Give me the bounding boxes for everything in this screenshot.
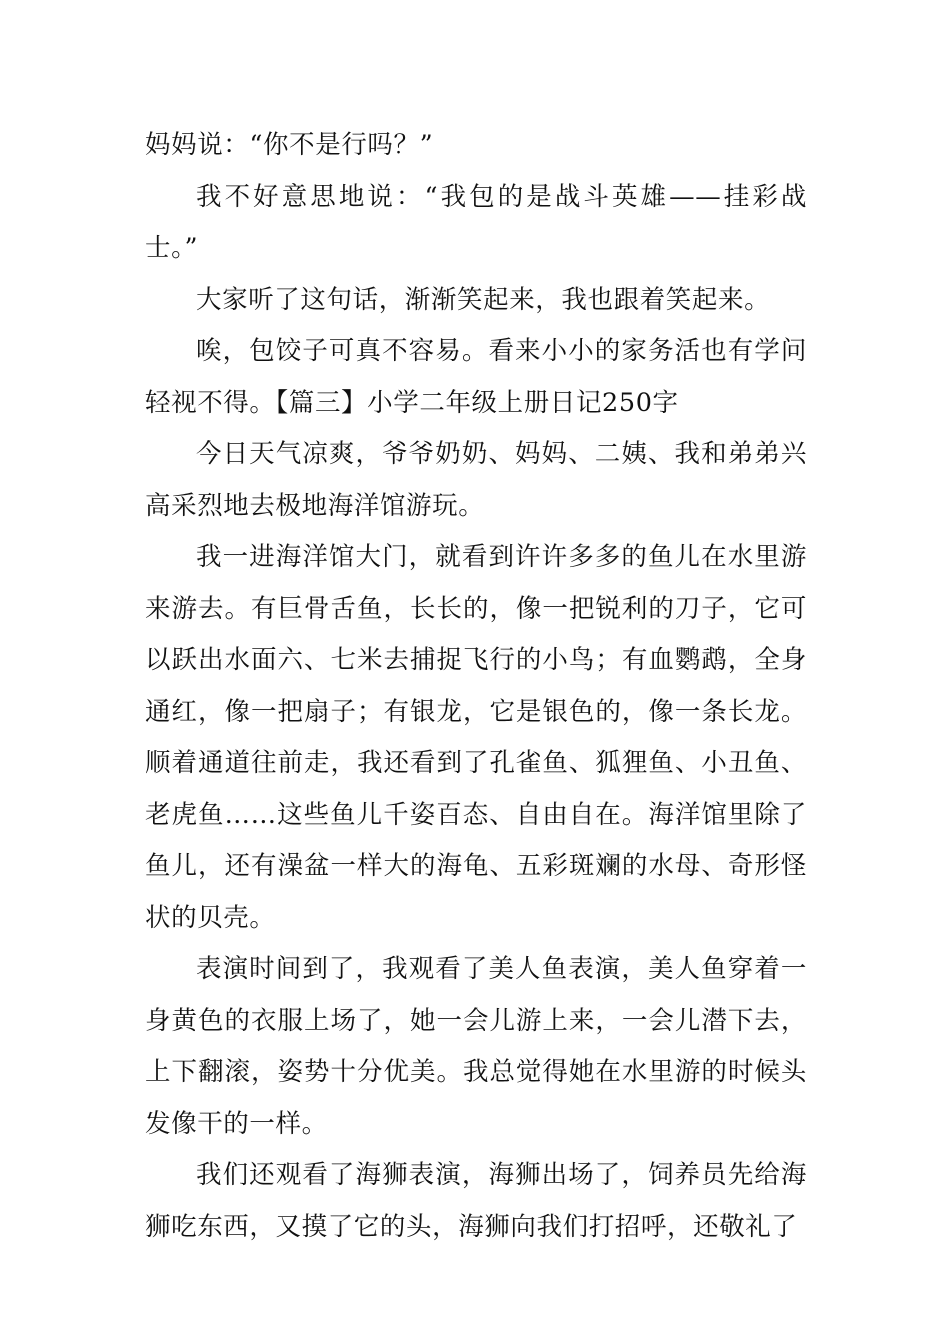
paragraph-5: 今日天气凉爽，爷爷奶奶、妈妈、二姨、我和弟弟兴高采烈地去极地海洋馆游玩。 [145, 439, 807, 521]
paragraph-2: 我不好意思地说：“我包的是战斗英雄——挂彩战士。” [145, 181, 807, 263]
paragraph-8: 我们还观看了海狮表演，海狮出场了，饲养员先给海狮吃东西，又摸了它的头，海狮向我们打招呼，还敬礼了 [145, 1160, 807, 1242]
document-body [145, 120, 807, 1253]
paragraph-4: 唉，包饺子可真不容易。看来小小的家务活也有学问轻视不得。【篇三】小学二年级上册日记250字 [145, 336, 807, 418]
paragraph-3: 大家听了这句话，渐渐笑起来，我也跟着笑起来。 [196, 284, 771, 315]
paragraph-6: 我一进海洋馆大门，就看到许许多多的鱼儿在水里游来游去。有巨骨舌鱼，长长的，像一把锐利的刀子，它可以跃出水面六、七米去捕捉飞行的小鸟；有血鹦鹉，全身通红，像一把扇子；有银龙，它是银色的，像一条长龙。顺着通道往前走，我还看到了孔雀鱼、狐狸鱼、小丑鱼、老虎鱼……这些鱼儿千姿百态、自由自在。海洋馆里除了鱼儿，还有澡盆一样大的海龟、五彩斑斓的水母、奇形怪状的贝壳。 [145, 542, 807, 933]
paragraph-7: 表演时间到了，我观看了美人鱼表演，美人鱼穿着一身黄色的衣服上场了，她一会儿游上来，一会儿潜下去，上下翻滚，姿势十分优美。我总觉得她在水里游的时候头发像干的一样。 [145, 954, 807, 1139]
paragraph-1: 妈妈说：“你不是行吗？” [145, 130, 434, 160]
